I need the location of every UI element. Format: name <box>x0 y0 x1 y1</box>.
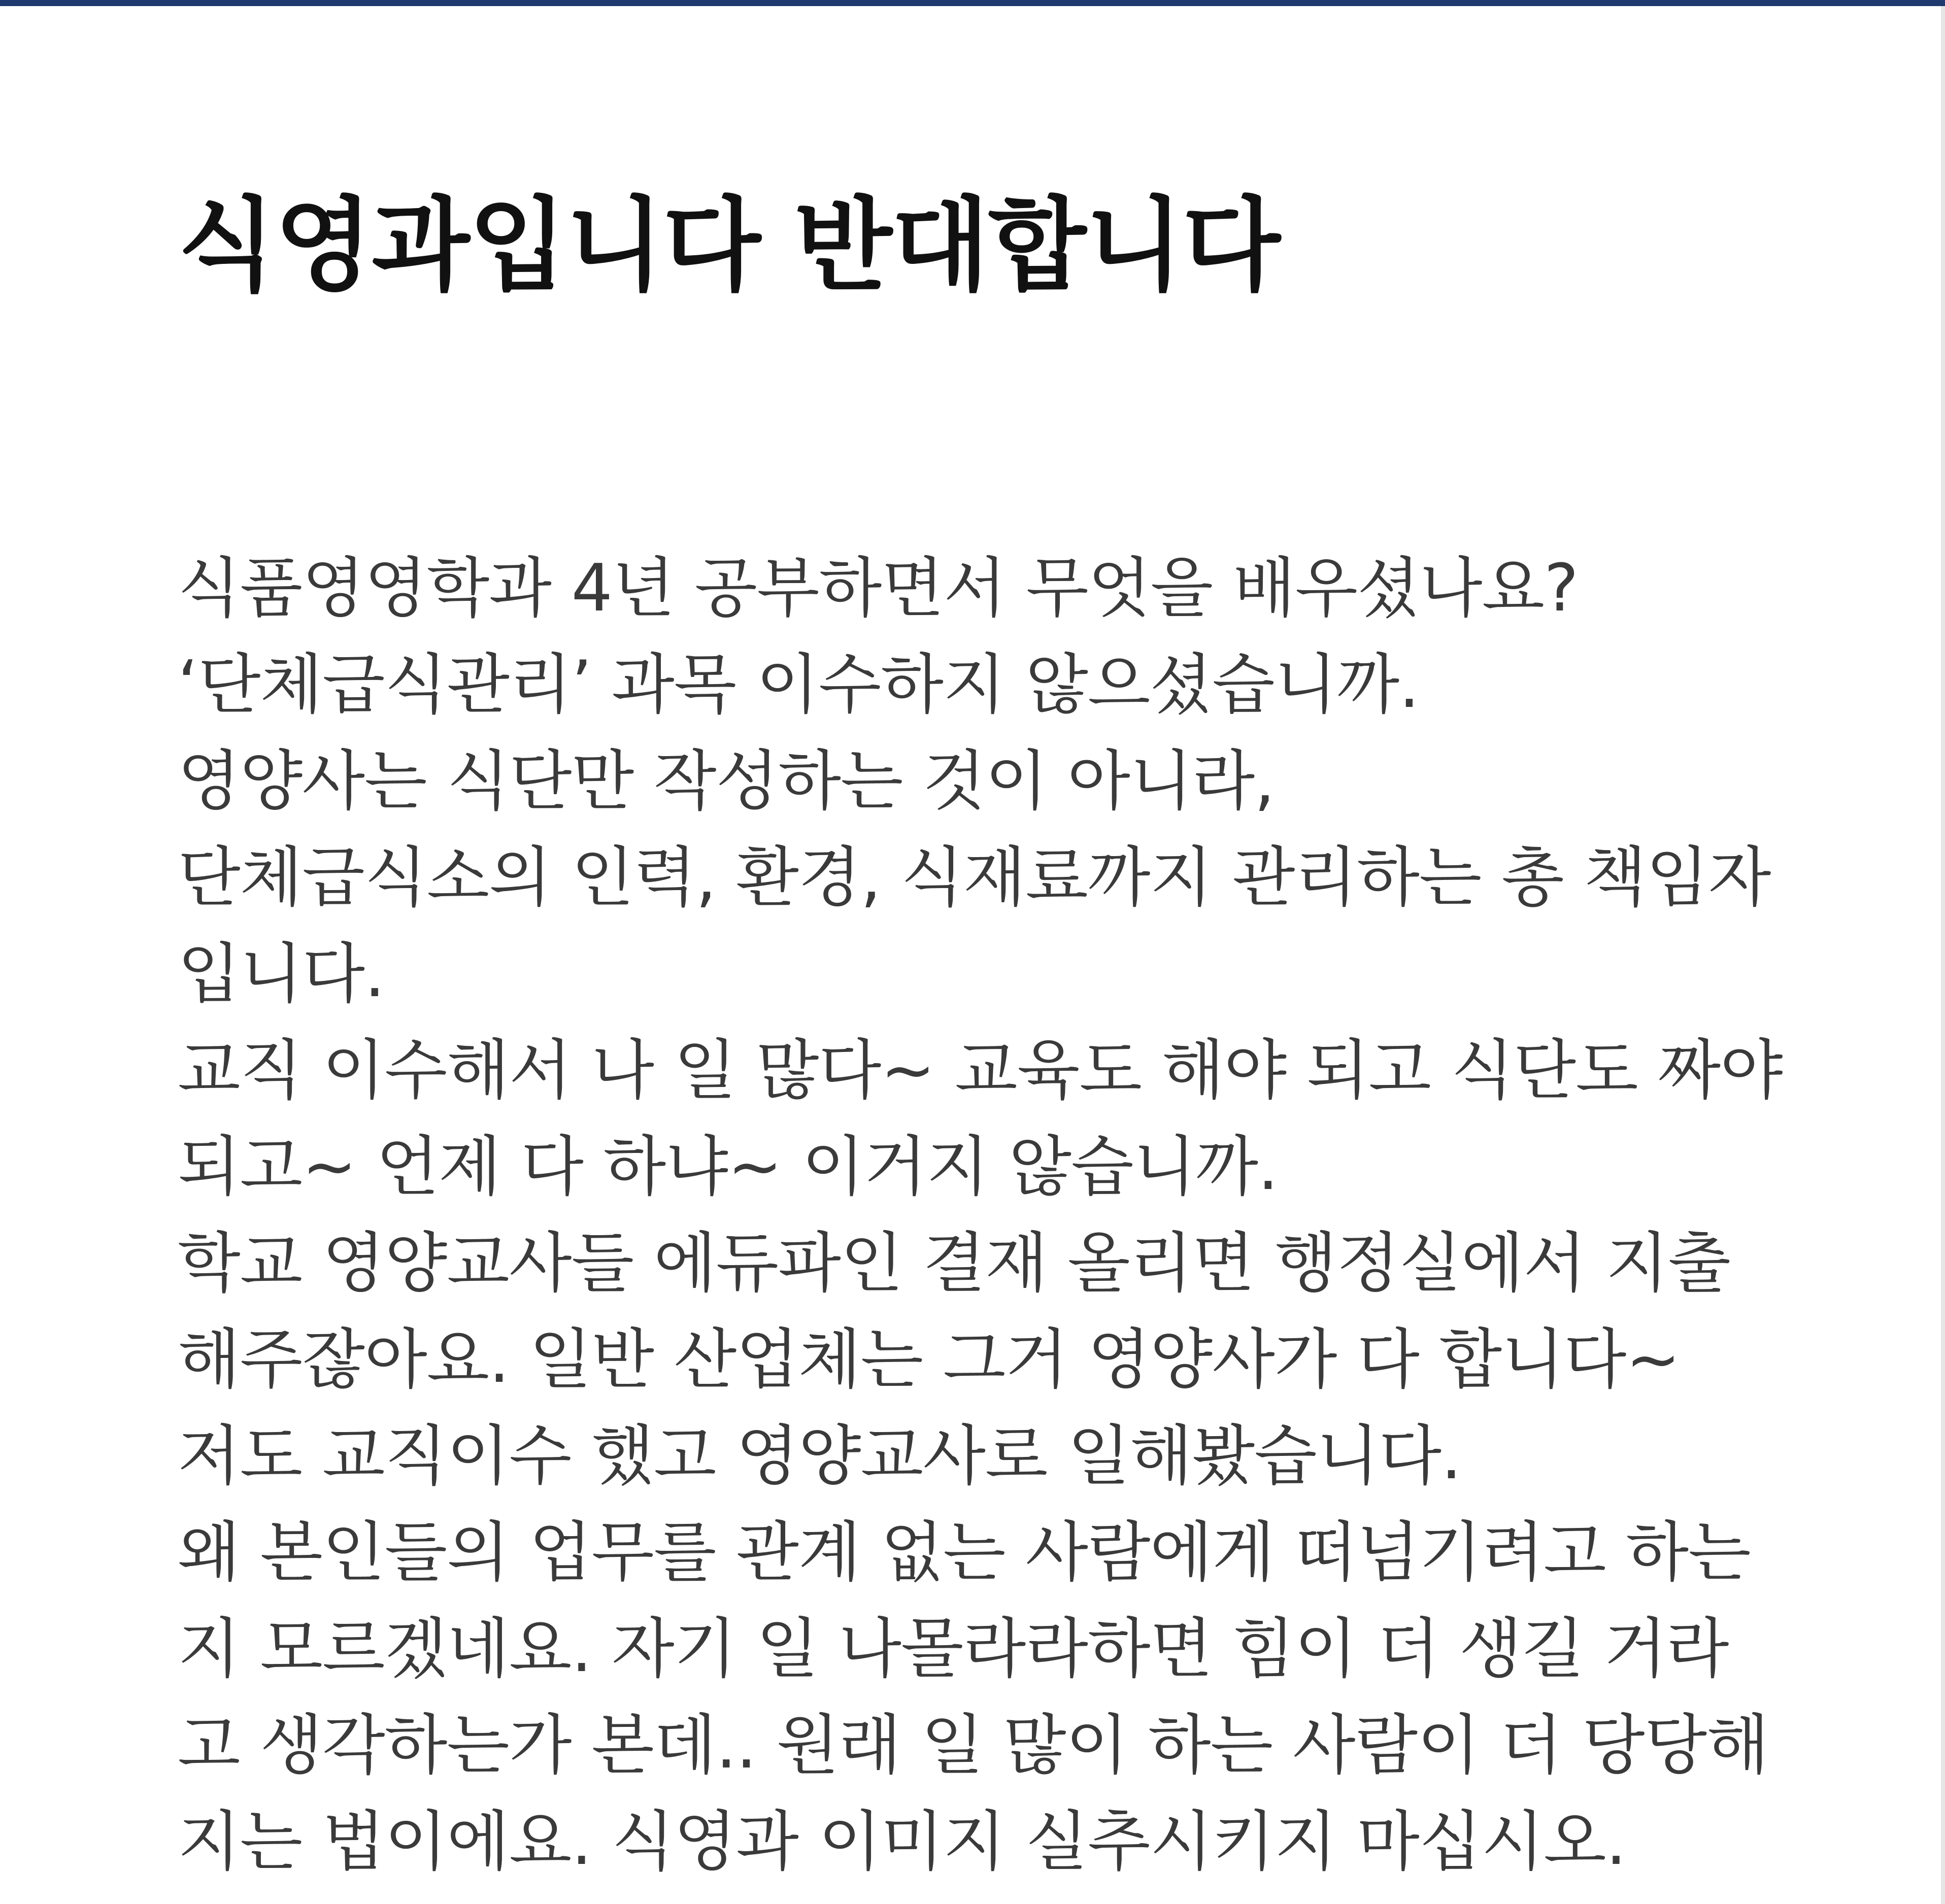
body-line: ‘단체급식관리’ 과목 이수하지 않으셨습니까. <box>178 647 1419 723</box>
body-line: 입니다. <box>178 936 385 1012</box>
body-line: 고 생각하는가 본데.. 원래 일 많이 하는 사람이 더 당당해 <box>178 1708 1769 1783</box>
body-line: 식품영영학과 4년 공부하면서 무엇을 배우셨나요? <box>178 551 1579 626</box>
body-line: 저도 교직이수 했고 영양교사로 일해봤습니다. <box>178 1418 1461 1494</box>
body-line: 학교 영양교사들 에듀파인 결재 올리면 행정실에서 지출 <box>178 1226 1731 1301</box>
post-body <box>178 540 1853 1890</box>
top-accent-bar <box>0 0 1945 6</box>
body-line: 지는 법이에요. 식영과 이미지 실추시키지 마십시오. <box>178 1804 1626 1880</box>
body-line: 단체급식소의 인력, 환경, 식재료까지 관리하는 총 책임자 <box>178 840 1771 915</box>
body-line: 지 모르겠네요. 자기 일 나몰라라하면 힘이 더 생길 거라 <box>178 1611 1729 1687</box>
post-title: 식영과입니다 반대합니다 <box>178 187 1280 305</box>
right-edge-divider <box>1941 6 1945 1904</box>
body-line: 왜 본인들의 업무를 관계 없는 사람에게 떠넘기려고 하는 <box>178 1515 1751 1590</box>
body-line: 되고~ 언제 다 하냐~ 이거지 않습니까. <box>178 1129 1278 1205</box>
body-line: 해주잖아요. 일반 산업체는 그거 영양사가 다 합니다~ <box>178 1322 1680 1398</box>
body-line: 교직 이수해서 나 일 많다~ 교육도 해야 되고 식단도 짜야 <box>178 1033 1783 1108</box>
body-line: 영양사는 식단만 작성하는 것이 아니라, <box>178 743 1275 819</box>
